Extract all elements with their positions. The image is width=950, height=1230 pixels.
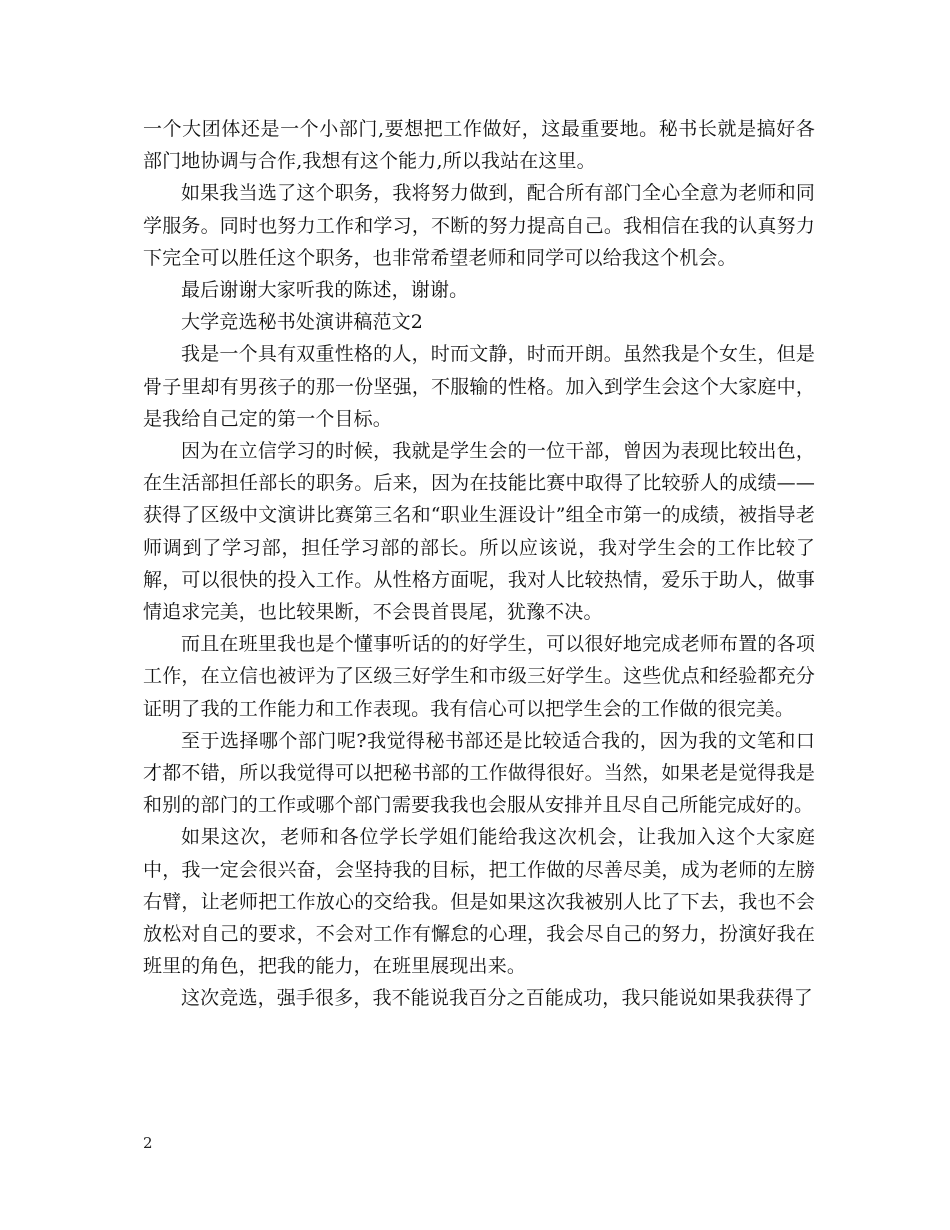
- paragraph: 一个大团体还是一个小部门,要想把工作做好，这最重要地。秘书长就是搞好各部门地协调与合作,我想有这个能力,所以我站在这里。: [143, 118, 815, 173]
- paragraph: 而且在班里我也是个懂事听话的的好学生，可以很好地完成老师布置的各项工作，在立信也被评为了区级三好学生和市级三好学生。这些优点和经验都充分证明了我的工作能力和工作表现。我有信心可以把学生会的工作做的很完美。: [143, 633, 815, 720]
- paragraph: 这次竞选，强手很多，我不能说我百分之百能成功，我只能说如果我获得了: [181, 987, 813, 1010]
- paragraph: 因为在立信学习的时候，我就是学生会的一位干部，曾因为表现比较出色，在生活部担任部长的职务。后来，因为在技能比赛中取得了比较骄人的成绩——获得了区级中文演讲比赛第三名和“职业生涯设计”组全市第一的成绩，被指导老师调到了学习部，担任学习部的部长。所以应该说，我对学生会的工作比较了解，可以很快的投入工作。从性格方面呢，我对人比较热情，爱乐于助人，做事情追求完美，也比较果断，不会畏首畏尾，犹豫不决。: [143, 440, 815, 624]
- paragraph: 最后谢谢大家听我的陈述，谢谢。: [181, 279, 469, 302]
- paragraph: 如果这次，老师和各位学长学姐们能给我这次机会，让我加入这个大家庭中，我一定会很兴奋，会坚持我的目标，把工作做的尽善尽美，成为老师的左膀右臂，让老师把工作放心的交给我。但是如果这次我被别人比了下去，我也不会放松对自己的要求，不会对工作有懈怠的心理，我会尽自己的努力，扮演好我在班里的角色，把我的能力，在班里展现出来。: [143, 826, 815, 978]
- document-body: [143, 113, 815, 1015]
- paragraph: 我是一个具有双重性格的人，时而文静，时而开朗。虽然我是个女生，但是骨子里却有男孩子的那一份坚强，不服输的性格。加入到学生会这个大家庭中，是我给自己定的第一个目标。: [143, 343, 815, 430]
- paragraph: 如果我当选了这个职务，我将努力做到，配合所有部门全心全意为老师和同学服务。同时也努力工作和学习，不断的努力提高自己。我相信在我的认真努力下完全可以胜任这个职务，也非常希望老师和同学可以给我这个机会。: [143, 182, 815, 269]
- page-number: 2: [143, 1134, 153, 1152]
- paragraph: 至于选择哪个部门呢?我觉得秘书部还是比较适合我的，因为我的文笔和口才都不错，所以我觉得可以把秘书部的工作做得很好。当然，如果老是觉得我是和别的部门的工作或哪个部门需要我我也会服从安排并且尽自己所能完成好的。: [143, 729, 815, 817]
- paragraph: 大学竞选秘书处演讲稿范文2: [181, 311, 424, 334]
